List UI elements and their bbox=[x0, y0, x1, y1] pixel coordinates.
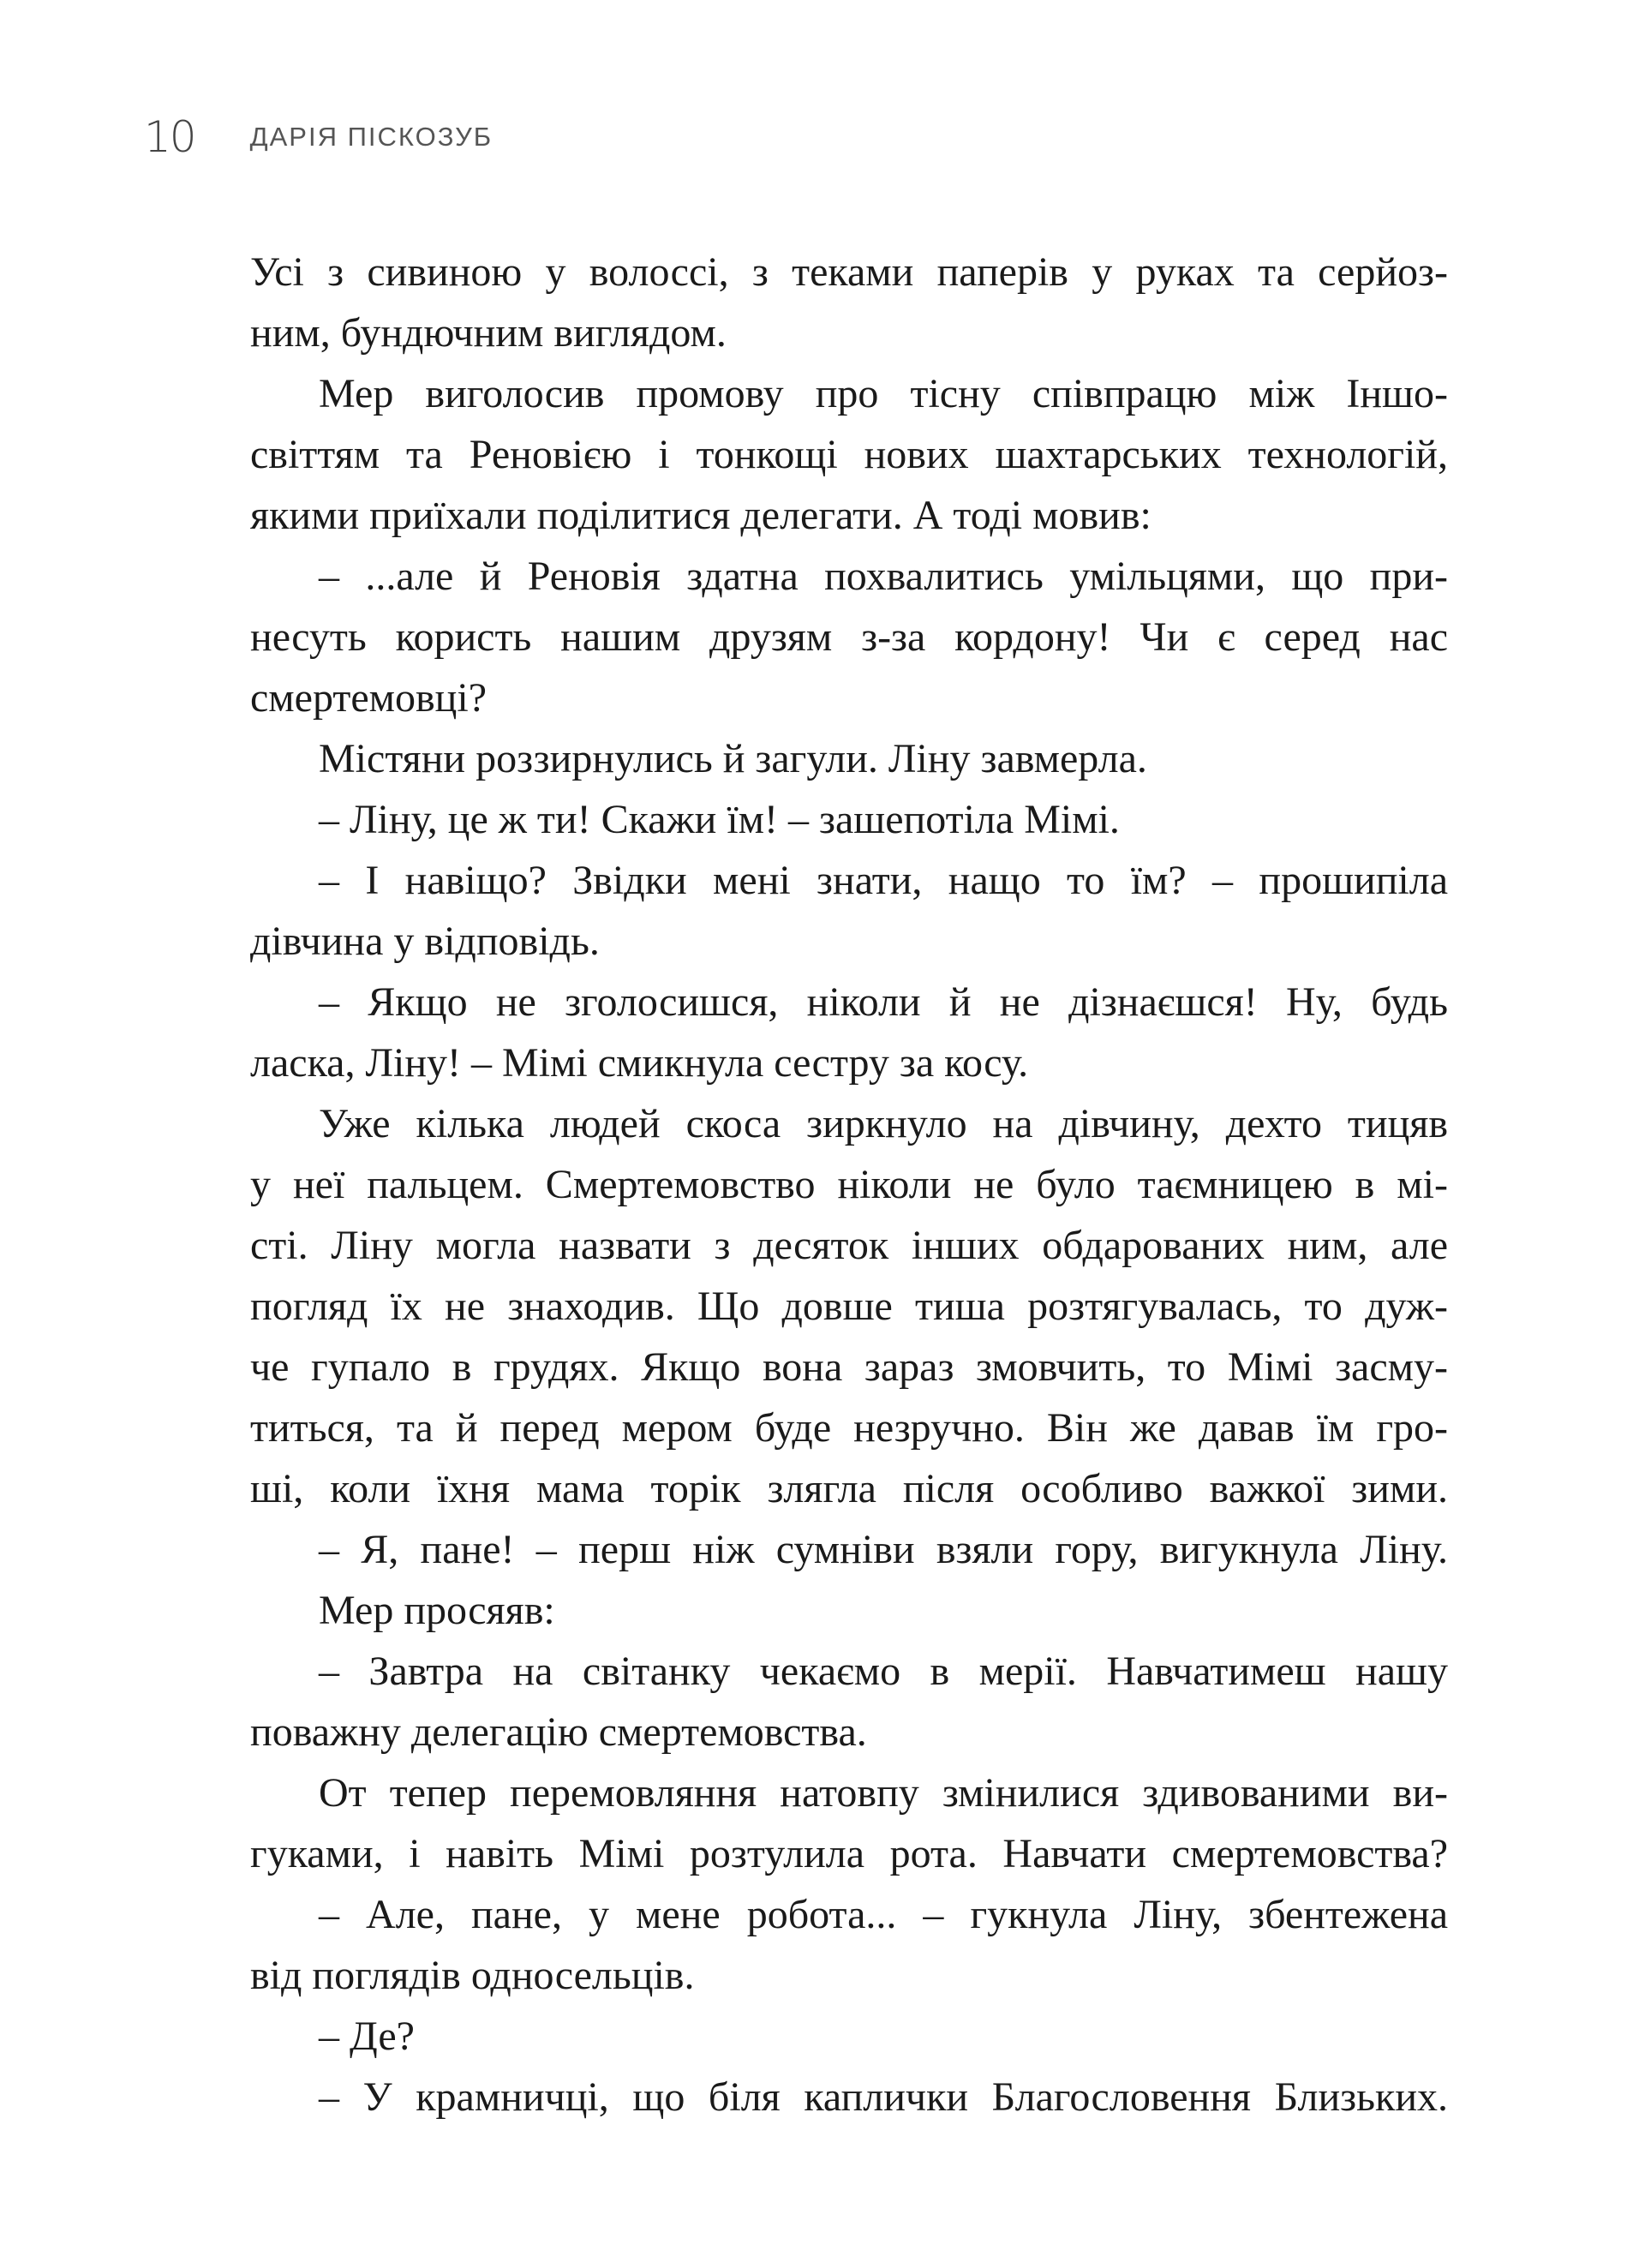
text-line: Усі з сивиною у волоссі, з теками паперів у руках та серйоз- bbox=[250, 249, 1448, 295]
running-header bbox=[144, 110, 493, 165]
text-line: – Я, пане! – перш ніж сумніви взяли гору, вигукнула Ліну. bbox=[319, 1527, 1448, 1572]
text-line: світтям та Реновією і тонкощі нових шахтарських технологій, bbox=[250, 432, 1448, 477]
text-line: ласка, Ліну! – Мімі смикнула сестру за косу. bbox=[250, 1040, 1029, 1086]
text-line: у неї пальцем. Смертемовство ніколи не було таємницею в мі- bbox=[250, 1162, 1448, 1207]
text-line: – Де? bbox=[319, 2014, 415, 2059]
text-line: Мер виголосив промову про тісну співпрацю між Іншо- bbox=[319, 371, 1448, 416]
text-line: – Ліну, це ж ти! Скажи їм! – зашепотіла Мімі. bbox=[319, 797, 1120, 842]
author-name: ДАРІЯ ПІСКОЗУБ bbox=[249, 122, 494, 152]
text-line: Уже кілька людей скоса зиркнуло на дівчину, дехто тицяв bbox=[319, 1101, 1448, 1146]
text-line: – Завтра на світанку чекаємо в мерії. Навчатимеш нашу bbox=[319, 1649, 1448, 1694]
text-line: че гупало в грудях. Якщо вона зараз змовчить, то Мімі засму- bbox=[250, 1344, 1448, 1390]
text-line: погляд їх не знаходив. Що довше тиша розтягувалась, то дуж- bbox=[250, 1284, 1448, 1329]
text-line: – ...але й Реновія здатна похвалитись умільцями, що при- bbox=[319, 554, 1448, 599]
text-line: несуть користь нашим друзям з-за кордону! Чи є серед нас bbox=[250, 614, 1448, 660]
body-text bbox=[250, 242, 1448, 2127]
text-line: – У крамничці, що біля каплички Благословення Близьких. bbox=[319, 2074, 1448, 2120]
page-number: 10 bbox=[144, 112, 195, 162]
text-line: якими приїхали поділитися делегати. А тоді мовив: bbox=[250, 493, 1152, 538]
text-line: Мер просяяв: bbox=[319, 1588, 555, 1633]
text-line: поважну делегацію смертемовства. bbox=[250, 1709, 867, 1755]
text-line: смертемовці? bbox=[250, 675, 487, 721]
text-line: Містяни роззирнулись й загули. Ліну завмерла. bbox=[319, 736, 1147, 781]
text-line: ші, коли їхня мама торік злягла після особливо важкої зими. bbox=[250, 1466, 1448, 1511]
text-line: гуками, і навіть Мімі розтулила рота. Навчати смертемовства? bbox=[250, 1831, 1448, 1876]
text-line: титься, та й перед мером буде незручно. Він же давав їм гро- bbox=[250, 1405, 1448, 1451]
text-line: сті. Ліну могла назвати з десяток інших обдарованих ним, але bbox=[250, 1223, 1448, 1268]
text-line: – Але, пане, у мене робота... – гукнула Ліну, збентежена bbox=[319, 1892, 1448, 1937]
text-line: ним, бундючним виглядом. bbox=[250, 310, 727, 356]
text-line: – Якщо не зголосишся, ніколи й не дізнаєшся! Ну, будь bbox=[319, 979, 1448, 1025]
text-line: От тепер перемовляння натовпу змінилися здивованими ви- bbox=[319, 1770, 1448, 1816]
text-line: від поглядів односельців. bbox=[250, 1953, 695, 1998]
text-line: – І навіщо? Звідки мені знати, нащо то їм? – прошипіла bbox=[319, 858, 1448, 903]
text-line: дівчина у відповідь. bbox=[250, 919, 600, 964]
